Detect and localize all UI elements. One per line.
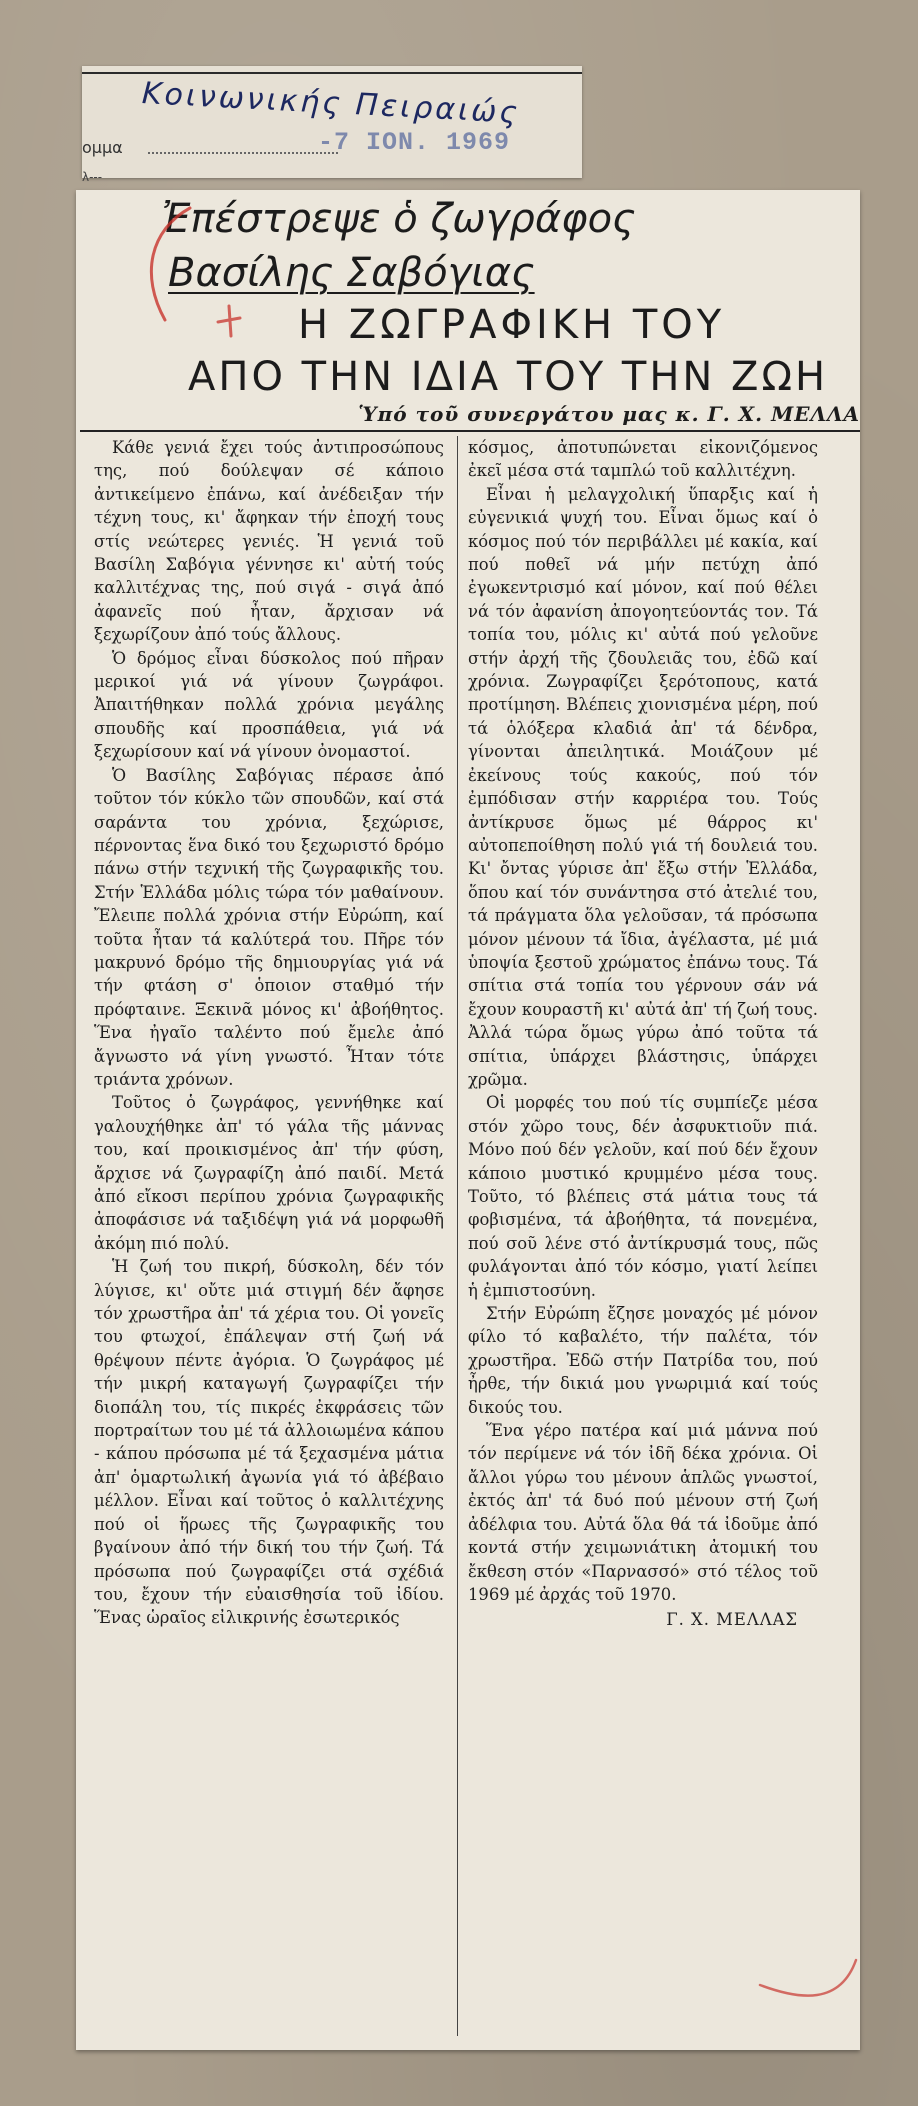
paragraph: Ὁ δρόμος εἶναι δύσκολος πού πῆραν μερικοί γιά νά γίνουν ζωγράφοι. Ἀπαιτήθηκαν πολλά χρόνια μεγάλης σπουδῆς καί προσπάθεια, γιά νά ξεχωρίσουν καί νά γίνουν ὀνομαστοί.: [94, 648, 444, 762]
headline-line-2: ΑΠΟ ΤΗΝ ΙΔΙΑ ΤΟΥ ΤΗΝ ΖΩΗ: [188, 354, 829, 400]
handwritten-source-note: Κοινωνικής Πειραιώς: [141, 76, 521, 131]
strip-cut-fragment: λ---: [82, 170, 103, 184]
date-stamp: -7 ΙΟΝ. 1969: [318, 128, 511, 157]
left-column: [94, 436, 444, 2036]
headline-line-1: Η ΖΩΓΡΑΦΙΚΗ ΤΟΥ: [298, 302, 726, 348]
paragraph: Τοῦτος ὁ ζωγράφος, γεννήθηκε καί γαλουχήθηκε ἀπ' τό γάλα τῆς μάννας του, καί προικισμένος ἀπ' τήν φύση, ἄρχισε νά ζωγραφίζη ἀπό παιδί. Μετά ἀπό εἴκοσι περίπου χρόνια ζωγραφικῆς ἀποφάσισε νά ταξιδέψη γιά νά μορφωθῆ ἀκόμη πιό πολύ.: [94, 1093, 444, 1253]
paragraph: Ὁ Βασίλης Σαβόγιας πέρασε ἀπό τοῦτον τόν κύκλο τῶν σπουδῶν, καί στά σαράντα του χρόνια, ξεχώρισε, πέρνοντας ἕνα δικό του ξεχωριστό δρόμο πάνω στήν τεχνική τῆς ζωγραφικῆς του. Στήν Ἑλλάδα μόλις τώρα τόν μαθαίνουν. Ἔλειπε πολλά χρόνια στήν Εὐρώπη, καί τοῦτα ἦταν τά καλύτερά του. Πῆρε τόν μακρυνό δρόμο τῆς δημιουργίας γιά νά τήν φτάση σ' ὁποιον σταθμό τήν πρόφταινε. Ξεκινᾶ μόνος κι' ἀβοήθητος. Ἕνα ἠγαῖο ταλέντο πού ἔμελε ἀπό ἄγνωστο νά γίνη γνωστό. Ἦταν τότε τριάντα χρόνων.: [94, 765, 444, 1089]
paragraph: Οἱ μορφές του πού τίς συμπίεζε μέσα στόν χῶρο τους, δέν ἀσφυκτιοῦν πιά. Μόνο πού δέν γελοῦν, καί πού δέν ἔχουν κάποιο μυστικό κρυμμένο μέσα τους. Τοῦτο, τό βλέπεις στά μάτια τους τά φοβισμένα, τά ἀβοήθητα, τά πονεμένα, πού σοῦ λένε στό ἀντίκρυσμά τους, πῶς φυλάγονται ἀπό τόν κόσμο, γιατί λείπει ἡ ἐμπιστοσύνη.: [468, 1093, 818, 1300]
byline: Ὑπό τοῦ συνεργάτου μας κ. Γ. Χ. ΜΕΛΛΑ: [358, 402, 860, 426]
kicker-line-2: Βασίλης Σαβόγιας: [168, 250, 535, 296]
column-divider: [457, 436, 458, 2036]
author-signature: Γ. Χ. ΜΕΛΛΑΣ: [666, 1610, 798, 1630]
byline-rule: [80, 430, 860, 432]
article-clipping: [76, 190, 860, 2050]
kicker-line-1: Ἐπέστρεψε ὁ ζωγράφος: [162, 196, 636, 242]
paragraph: κόσμος, ἀποτυπώνεται εἰκονιζόμενος ἐκεῖ μέσα στά ταμπλώ τοῦ καλλιτέχνη.: [468, 438, 818, 481]
strip-rule: [82, 72, 582, 74]
newspaper-header-strip: [82, 66, 582, 184]
paragraph: Κάθε γενιά ἔχει τούς ἀντιπροσώπους της, πού δούλεψαν σέ κάποιο ἀντικείμενο ἐπάνω, καί ἀνέδειξαν τήν τέχνη τους, κι' ἄφηκαν τήν ἐποχή τους στίς νεώτερες γενιές. Ἡ γενιά τοῦ Βασίλη Σαβόγια γέννησε κι' αὐτή τούς καλλιτέχνας της, πού σιγά - σιγά ἀπό ἀφανεῖς πού ἦταν, ἄρχισαν νά ξεχωρίζουν ἀπό τούς ἄλλους.: [94, 438, 444, 645]
paragraph: Ἕνα γέρο πατέρα καί μιά μάννα πού τόν περίμενε νά τόν ἰδῆ δέκα χρόνια. Οἱ ἄλλοι γύρω του μένουν ἁπλῶς γνωστοί, ἐκτός ἀπ' τά δυό πού μένουν στή ζωή ἀδέλφια του. Αὐτά ὅλα θά τά ἰδοῦμε ἀπό κοντά στήν χειμωνιάτικη ἀτομική του ἔκθεση στόν «Παρνασσό» στό τέλος τοῦ 1969 μέ ἀρχάς τοῦ 1970.: [468, 1421, 818, 1604]
dotted-fill-line: [148, 152, 338, 154]
paragraph: Ἡ ζωή του πικρή, δύσκολη, δέν τόν λύγισε, κι' οὔτε μιά στιγμή δέν ἄφησε τόν χρωστῆρα ἀπ' τά χέρια του. Οἱ γονεῖς του φτωχοί, ἐπάλεψαν στή ζωή νά θρέψουν πέντε ἀγόρια. Ὁ ζωγράφος μέ τήν μικρή καταγωγή ζωγραφίζει τήν διοπάλη του, τίς πικρές ἐκφράσεις τῶν πορτραίτων του μέ τά ἀλλοιωμένα κάπου - κάπου πρόσωπα μέ τά ξεχασμένα μάτια ἀπ' ὁμαρτωλική ἀγωνία γιά τό ἀβέβαιο μέλλον. Εἶναι καί τοῦτος ὁ καλλιτέχνης πού οἱ ἥρωες τῆς ζωγραφικῆς του βγαίνουν ἀπό τήν δική του τήν ζωή. Τά πρόσωπα πού ζωγραφίζει στά σχέδιά του, ἔχουν τήν εὐαισθησία τοῦ ἰδίου. Ἕνας ὡραῖος εἰλικρινής ἐσωτερικός: [94, 1257, 444, 1628]
paragraph: Στήν Εὐρώπη ἔζησε μοναχός μέ μόνον φίλο τό καβαλέτο, τήν παλέτα, τόν χρωστῆρα. Ἐδῶ στήν Πατρίδα του, πού ἦρθε, τήν δικιά μου γνωριμιά καί τούς δικούς του.: [468, 1304, 818, 1417]
paragraph: Εἶναι ἡ μελαγχολική ὕπαρξις καί ἡ εὐγενικιά ψυχή του. Εἶναι ὅμως καί ὁ κόσμος πού τόν περιβάλλει μέ κακία, καί πού ποθεῖ νά μήν πετύχη ἀπό ἐγωκεντρισμό καί μόνον, καί πού θέλει νά τόν ἀφανίση ἀπογοητεύοντάς τον. Τά τοπία του, μόλις κι' αὐτά πού γελοῦνε στήν ἀρχή τῆς ζδουλειᾶς του, ἐδῶ καί χρόνια. Ζωγραφίζει ξερότοπους, κατά προτίμηση. Βλέπεις χιονισμένα μέρη, πού τά ὁλόξερα κλαδιά ἀπ' τά δένδρα, γίνονται ἀπειλητικά. Μοιάζουν μέ ἐκείνους τούς κακούς, πού τόν ἐμπόδισαν στήν καρριέρα του. Τούς ἀντίκρυσε ὅμως μέ θάρρος κι' αὐτοπεποίθηση πολύ γιά τή δουλειά του. Κι' ὄντας γύρισε ἀπ' ἔξω στήν Ἑλλάδα, ὅπου καί τόν συνάντησα στό ἀτελιέ του, τά πράγματα ὅλα γελοῦσαν, τά πρόσωπα μόνον μένουν τά ἴδια, ἀγέλαστα, μέ μιά ὑποψία ξεστοῦ χρώματος ἐπάνω τους. Τά σπίτια στά τοπία του γέρνουν σάν νά ἔχουν κουραστῆ κι' αὐτά ἀπ' τή ζωή τους. Ἀλλά τώρα ὅμως γύρω ἀπό τοῦτα τά σπίτια, ὑπάρχει βλάστησις, ὑπάρχει χρῶμα.: [468, 484, 818, 1089]
strip-label-fragment: ομμα: [82, 138, 123, 157]
right-column: [468, 436, 818, 2036]
